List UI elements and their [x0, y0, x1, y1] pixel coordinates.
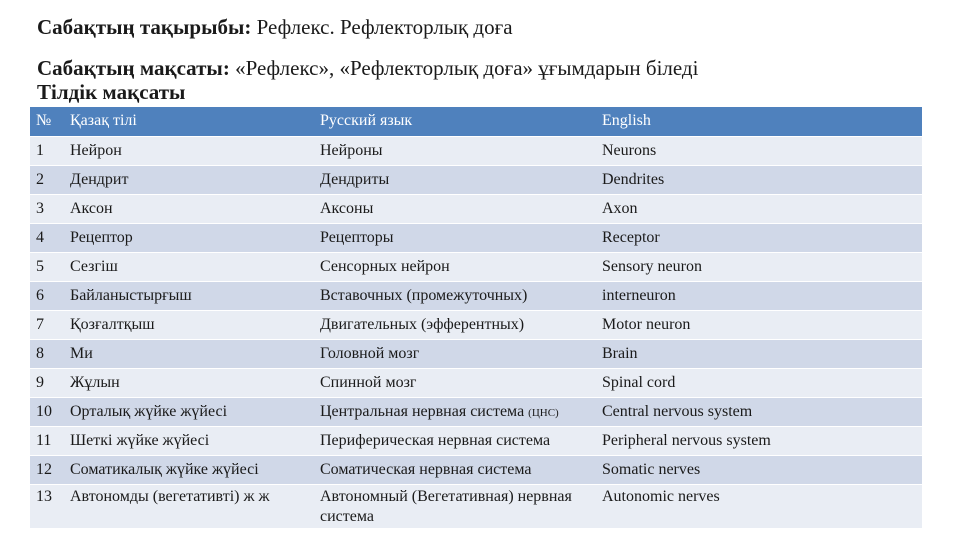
- cell-russian: [314, 281, 596, 310]
- header-russian: Русский язык: [320, 112, 413, 130]
- cell-number-text: 12: [36, 460, 52, 478]
- cell-russian-text: Двигательных (эфферентных): [320, 315, 525, 333]
- cell-number-text: 11: [36, 431, 52, 449]
- lesson-topic-label: Сабақтың тақырыбы:: [37, 15, 252, 39]
- table-row: [30, 252, 922, 281]
- header-english: English: [602, 112, 651, 130]
- table-row: [30, 165, 922, 194]
- cell-kazakh: [64, 136, 314, 165]
- cell-kazakh-text: Автономды (вегетативті) ж ж: [70, 487, 270, 505]
- cell-english: [596, 339, 922, 368]
- cell-russian-text: Сенсорных нейрон: [320, 257, 450, 275]
- cell-english-text: Sensory neuron: [602, 257, 702, 275]
- cell-kazakh: [64, 194, 314, 223]
- cell-number: [30, 484, 64, 528]
- cell-russian-text: Дендриты: [320, 170, 390, 188]
- cell-english: [596, 194, 922, 223]
- cell-russian-text: Аксоны: [320, 199, 374, 217]
- cell-number: [30, 455, 64, 484]
- table-row: [30, 368, 922, 397]
- cell-russian: [314, 368, 596, 397]
- table-header-row: [30, 107, 922, 136]
- cell-kazakh: [64, 339, 314, 368]
- cell-english: [596, 426, 922, 455]
- cell-kazakh: [64, 397, 314, 426]
- cell-number-text: 3: [36, 199, 44, 217]
- lesson-goal-value: «Рефлекс», «Рефлекторлық доға» ұғымдарын біледі: [229, 56, 699, 80]
- cell-kazakh-text: Байланыстырғыш: [70, 286, 192, 304]
- cell-russian: [314, 223, 596, 252]
- cell-number: [30, 339, 64, 368]
- lesson-topic-value: Рефлекс. Рефлекторлық доға: [251, 15, 513, 39]
- cell-kazakh: [64, 310, 314, 339]
- language-goal-heading: Тілдік мақсаты: [37, 80, 186, 104]
- cell-number-text: 9: [36, 373, 44, 391]
- cell-kazakh-text: Дендрит: [70, 170, 129, 188]
- cell-kazakh: [64, 223, 314, 252]
- cell-english-text: Neurons: [602, 141, 657, 159]
- cell-kazakh: [64, 165, 314, 194]
- cell-kazakh-text: Орталық жүйке жүйесі: [70, 402, 228, 420]
- cell-russian-text: Нейроны: [320, 141, 383, 159]
- cell-kazakh: [64, 252, 314, 281]
- cell-kazakh-text: Рецептор: [70, 228, 133, 246]
- cell-kazakh: [64, 368, 314, 397]
- cell-english-text: Central nervous system: [602, 402, 753, 420]
- cell-english: [596, 368, 922, 397]
- table-row: [30, 194, 922, 223]
- cell-number: [30, 194, 64, 223]
- table-row: [30, 223, 922, 252]
- cell-english-text: Spinal cord: [602, 373, 676, 391]
- cell-russian-text: Автономный (Вегетативная) нервная система: [320, 487, 572, 525]
- cell-english: [596, 281, 922, 310]
- cell-number: [30, 368, 64, 397]
- cell-english: [596, 455, 922, 484]
- cell-number: [30, 426, 64, 455]
- cell-english-text: Receptor: [602, 228, 660, 246]
- vocabulary-table: [30, 107, 922, 528]
- cell-number-text: 8: [36, 344, 44, 362]
- header-kazakh: Қазақ тілі: [70, 112, 137, 130]
- cell-english: [596, 165, 922, 194]
- cell-russian-text: Вставочных (промежуточных): [320, 286, 528, 304]
- cell-english: [596, 484, 922, 528]
- cell-number: [30, 310, 64, 339]
- cell-number-text: 6: [36, 286, 44, 304]
- cell-english: [596, 136, 922, 165]
- cell-kazakh: [64, 484, 314, 528]
- cell-english-text: Peripheral nervous system: [602, 431, 771, 449]
- cell-number-text: 4: [36, 228, 44, 246]
- cell-russian: [314, 397, 596, 426]
- cell-english-text: Motor neuron: [602, 315, 691, 333]
- cell-russian: [314, 165, 596, 194]
- cell-russian-abbrev: (ЦНС): [528, 406, 559, 419]
- cell-russian: [314, 194, 596, 223]
- cell-russian: [314, 252, 596, 281]
- cell-english-text: Dendrites: [602, 170, 665, 188]
- cell-english-text: Somatic nerves: [602, 460, 701, 478]
- cell-russian: [314, 455, 596, 484]
- cell-russian-text: Спинной мозг: [320, 373, 417, 391]
- table-row: [30, 484, 922, 528]
- cell-number: [30, 136, 64, 165]
- cell-kazakh-text: Қозғалтқыш: [70, 315, 155, 333]
- cell-russian: [314, 339, 596, 368]
- lesson-goal-label: Сабақтың мақсаты:: [37, 56, 230, 80]
- cell-number-text: 13: [36, 487, 52, 505]
- cell-russian-text: Соматическая нервная система: [320, 460, 532, 478]
- cell-kazakh-text: Шеткі жүйке жүйесі: [70, 431, 210, 449]
- cell-number-text: 1: [36, 141, 44, 159]
- cell-russian-text: Головной мозг: [320, 344, 420, 362]
- cell-russian: [314, 426, 596, 455]
- cell-english-text: interneuron: [602, 286, 676, 304]
- table-row: [30, 455, 922, 484]
- cell-number: [30, 397, 64, 426]
- cell-kazakh: [64, 455, 314, 484]
- cell-kazakh-text: Ми: [70, 344, 93, 362]
- table-row: [30, 136, 922, 165]
- cell-kazakh-text: Аксон: [70, 199, 113, 217]
- cell-number-text: 7: [36, 315, 44, 333]
- table-row: [30, 339, 922, 368]
- cell-kazakh-text: Сезгіш: [70, 257, 118, 275]
- lesson-goal: [37, 56, 698, 80]
- cell-russian: [314, 310, 596, 339]
- cell-english: [596, 223, 922, 252]
- cell-russian: [314, 136, 596, 165]
- cell-number: [30, 281, 64, 310]
- cell-english-text: Autonomic nerves: [602, 487, 720, 505]
- cell-english-text: Axon: [602, 199, 638, 217]
- cell-russian: [314, 484, 596, 528]
- cell-english: [596, 252, 922, 281]
- cell-number: [30, 252, 64, 281]
- cell-kazakh-text: Жұлын: [70, 373, 120, 391]
- table-row: [30, 397, 922, 426]
- cell-number-text: 10: [36, 402, 52, 420]
- lesson-topic: [37, 14, 513, 40]
- cell-russian-text: Рецепторы: [320, 228, 394, 246]
- cell-kazakh: [64, 281, 314, 310]
- cell-number: [30, 223, 64, 252]
- header-number: №: [36, 112, 52, 130]
- cell-english-text: Brain: [602, 344, 638, 362]
- table-row: [30, 281, 922, 310]
- cell-number-text: 2: [36, 170, 44, 188]
- cell-english: [596, 397, 922, 426]
- cell-kazakh-text: Соматикалық жүйке жүйесі: [70, 460, 259, 478]
- cell-kazakh-text: Нейрон: [70, 141, 122, 159]
- cell-russian-text: Периферическая нервная система: [320, 431, 551, 449]
- table-row: [30, 310, 922, 339]
- table-row: [30, 426, 922, 455]
- cell-kazakh: [64, 426, 314, 455]
- cell-english: [596, 310, 922, 339]
- cell-russian-text: Центральная нервная система: [320, 402, 529, 420]
- cell-number-text: 5: [36, 257, 44, 275]
- cell-number: [30, 165, 64, 194]
